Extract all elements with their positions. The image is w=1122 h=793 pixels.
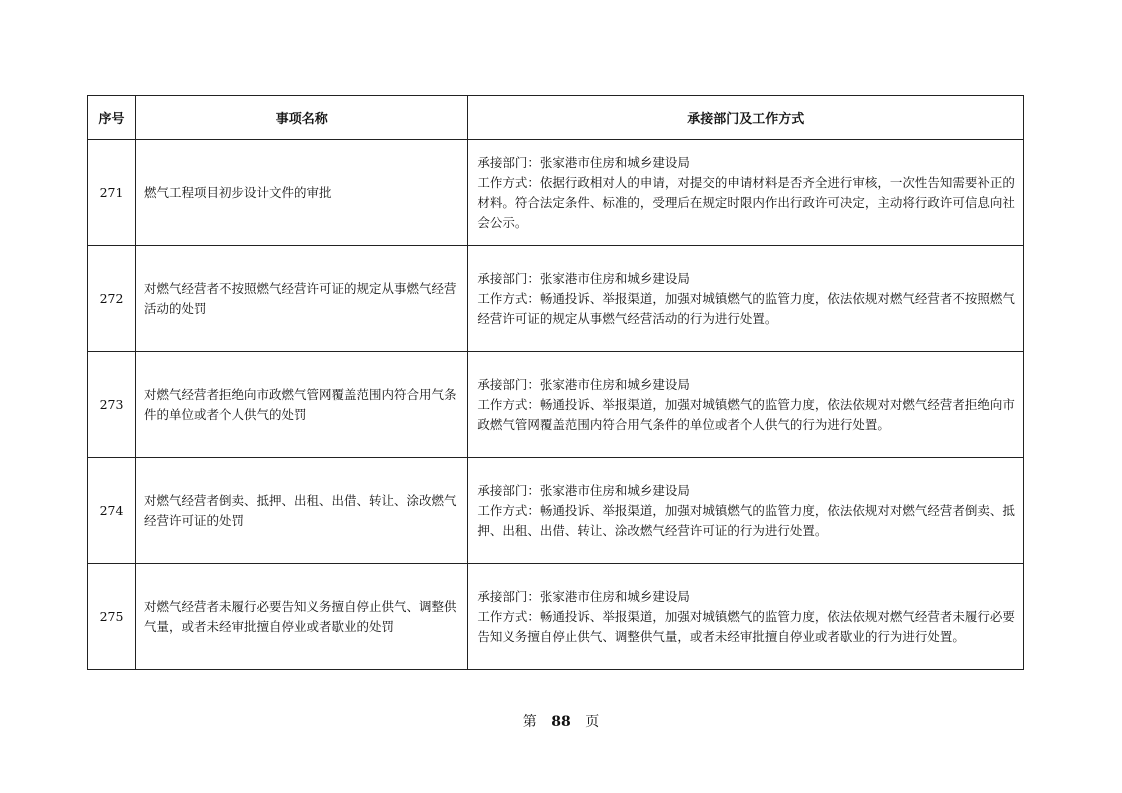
- row-matter-name: 对燃气经营者未履行必要告知义务擅自停止供气、调整供气量，或者未经审批擅自停业或者歇业的处罚: [136, 564, 468, 670]
- row-dept: 承接部门：张家港市住房和城乡建设局: [477, 270, 690, 286]
- header-dept: 承接部门及工作方式: [468, 96, 1024, 140]
- page-number-prefix: 第: [522, 714, 537, 730]
- row-dept: 承接部门：张家港市住房和城乡建设局: [477, 376, 690, 392]
- row-seq: 271: [88, 140, 136, 246]
- row-method: 工作方式：畅通投诉、举报渠道，加强对城镇燃气的监管力度，依法依规对对燃气经营者拒绝向市政燃气管网覆盖范围内符合用气条件的单位或者个人供气的行为进行处置。: [477, 396, 1015, 432]
- table-row: [88, 458, 1024, 564]
- row-matter-name: 对燃气经营者倒卖、抵押、出租、出借、转让、涂改燃气经营许可证的处罚: [136, 458, 468, 564]
- row-method: 工作方式：畅通投诉、举报渠道，加强对城镇燃气的监管力度，依法依规对对燃气经营者倒卖、抵押、出租、出借、转让、涂改燃气经营许可证的行为进行处置。: [477, 502, 1015, 538]
- row-method: 工作方式：畅通投诉、举报渠道，加强对城镇燃气的监管力度，依法依规对燃气经营者不按照燃气经营许可证的规定从事燃气经营活动的行为进行处置。: [477, 290, 1015, 326]
- row-dept-cell: [468, 140, 1024, 246]
- row-matter-name: 对燃气经营者不按照燃气经营许可证的规定从事燃气经营活动的处罚: [136, 246, 468, 352]
- page-number: [0, 711, 1122, 731]
- row-method: 工作方式：畅通投诉、举报渠道，加强对城镇燃气的监管力度，依法依规对燃气经营者未履行必要告知义务擅自停止供气、调整供气量，或者未经审批擅自停业或者歇业的行为进行处置。: [477, 608, 1015, 644]
- row-seq: 273: [88, 352, 136, 458]
- row-method: 工作方式：依据行政相对人的申请，对提交的申请材料是否齐全进行审核，一次性告知需要补正的材料。符合法定条件、标准的，受理后在规定时限内作出行政许可决定，主动将行政许可信息向社会公示。: [477, 174, 1015, 230]
- table-row: [88, 140, 1024, 246]
- row-seq: 275: [88, 564, 136, 670]
- table-row: [88, 564, 1024, 670]
- page-number-value: 88: [551, 714, 571, 730]
- table-row: [88, 352, 1024, 458]
- row-dept-cell: [468, 458, 1024, 564]
- table-header: [88, 96, 1024, 140]
- table-row: [88, 246, 1024, 352]
- row-dept: 承接部门：张家港市住房和城乡建设局: [477, 588, 690, 604]
- row-matter-name: 燃气工程项目初步设计文件的审批: [136, 140, 468, 246]
- row-seq: 274: [88, 458, 136, 564]
- row-dept: 承接部门：张家港市住房和城乡建设局: [477, 482, 690, 498]
- matters-table: [87, 95, 1024, 670]
- header-seq: 序号: [88, 96, 136, 140]
- page-number-suffix: 页: [585, 714, 600, 730]
- header-row: [88, 96, 1024, 140]
- row-dept-cell: [468, 564, 1024, 670]
- row-seq: 272: [88, 246, 136, 352]
- row-dept: 承接部门：张家港市住房和城乡建设局: [477, 154, 690, 170]
- header-name: 事项名称: [136, 96, 468, 140]
- table-body: [88, 140, 1024, 670]
- row-dept-cell: [468, 246, 1024, 352]
- row-dept-cell: [468, 352, 1024, 458]
- row-matter-name: 对燃气经营者拒绝向市政燃气管网覆盖范围内符合用气条件的单位或者个人供气的处罚: [136, 352, 468, 458]
